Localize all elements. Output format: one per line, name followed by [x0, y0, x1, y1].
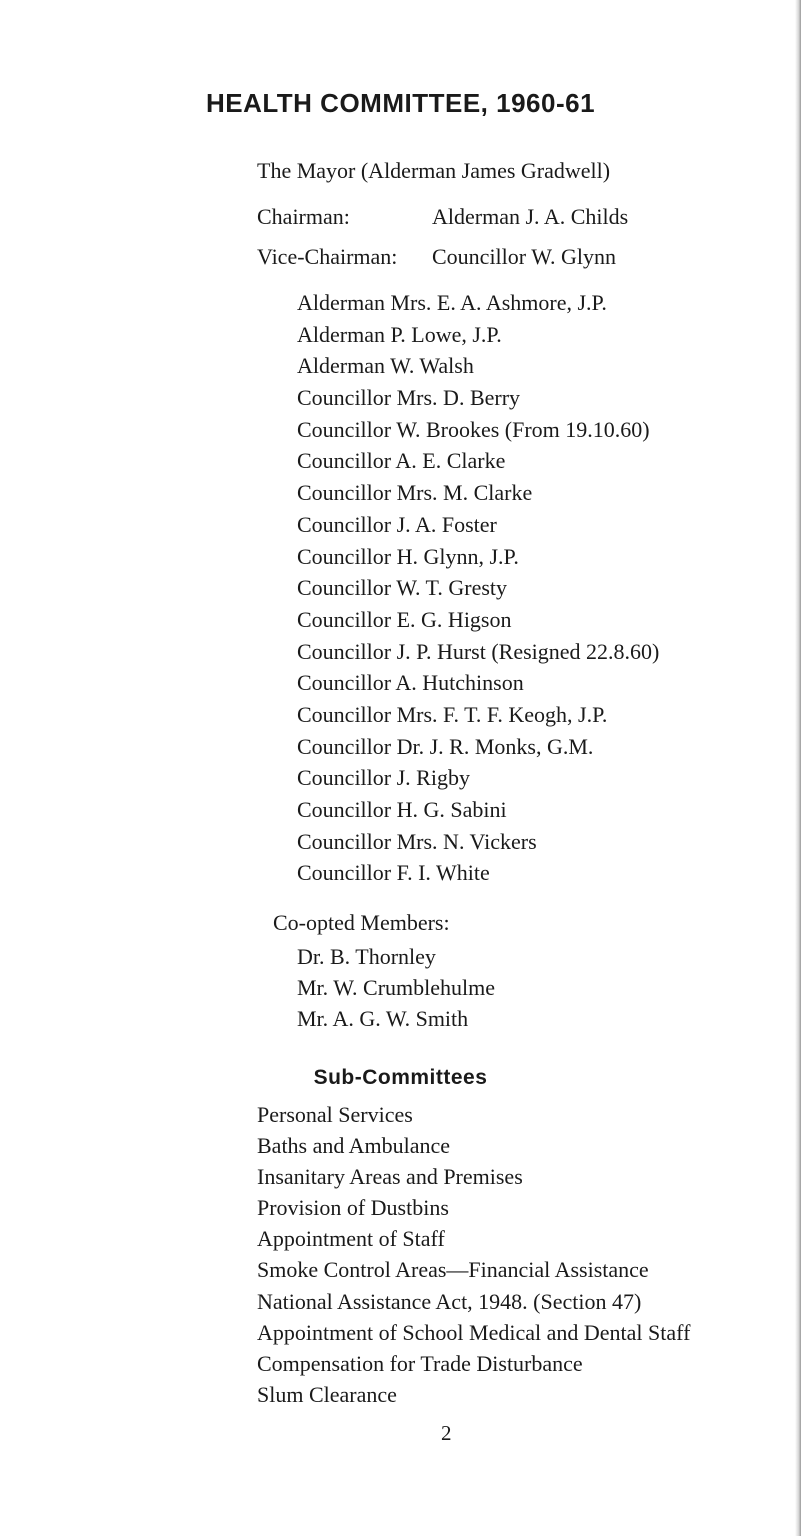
list-item: Compensation for Trade Disturbance: [257, 1350, 583, 1376]
list-item: Dr. B. Thornley: [297, 944, 436, 969]
list-item: Councillor Dr. J. R. Monks, G.M.: [297, 733, 594, 759]
list-item: Slum Clearance: [257, 1381, 397, 1407]
list-item: Alderman P. Lowe, J.P.: [297, 321, 502, 347]
list-item: Mr. W. Crumblehulme: [297, 975, 495, 1000]
list-item: Councillor A. Hutchinson: [297, 670, 524, 696]
list-item: Appointment of School Medical and Dental Staff: [257, 1319, 691, 1345]
list-item: Councillor F. I. White: [297, 860, 490, 886]
members-list: [297, 287, 659, 889]
page-edge-shadow: [795, 0, 801, 1536]
list-item: Councillor Mrs. N. Vickers: [297, 828, 537, 854]
page-number: 2: [441, 1421, 452, 1445]
list-item: Councillor J. P. Hurst (Resigned 22.8.60): [297, 638, 660, 664]
list-item: Councillor H. G. Sabini: [297, 797, 507, 822]
page-title: HEALTH COMMITTEE, 1960-61: [205, 88, 596, 118]
vice-chairman-label: Vice-Chairman:: [257, 244, 398, 269]
list-item: Councillor W. T. Gresty: [297, 575, 508, 601]
list-item: Insanitary Areas and Premises: [257, 1164, 523, 1190]
list-item: Councillor J. A. Foster: [297, 511, 497, 537]
list-item: Councillor E. G. Higson: [297, 606, 512, 632]
chairman-label: Chairman:: [257, 204, 350, 229]
coopted-list: [297, 941, 495, 1034]
subcommittees-list: [257, 1099, 690, 1410]
list-item: Alderman W. Walsh: [297, 353, 474, 379]
coopted-label: Co-opted Members:: [273, 910, 450, 935]
list-item: Councillor J. Rigby: [297, 765, 470, 791]
list-item: Alderman Mrs. E. A. Ashmore, J.P.: [297, 290, 607, 315]
list-item: Appointment of Staff: [257, 1226, 445, 1252]
chairman-name: Alderman J. A. Childs: [432, 204, 629, 229]
mayor-line: The Mayor (Alderman James Gradwell): [257, 158, 611, 183]
subcommittees-heading: Sub-Committees: [313, 1066, 488, 1089]
list-item: Smoke Control Areas—Financial Assistance: [257, 1257, 649, 1283]
chairman-line: [257, 204, 628, 230]
list-item: Provision of Dustbins: [257, 1195, 449, 1221]
list-item: Personal Services: [257, 1102, 413, 1127]
list-item: Baths and Ambulance: [257, 1133, 451, 1159]
list-item: Councillor Mrs. D. Berry: [297, 385, 521, 411]
vice-chairman-line: [257, 244, 616, 270]
list-item: Councillor H. Glynn, J.P.: [297, 543, 519, 569]
vice-chairman-name: Councillor W. Glynn: [432, 244, 616, 269]
list-item: Mr. A. G. W. Smith: [297, 1006, 469, 1031]
list-item: Councillor W. Brookes (From 19.10.60): [297, 416, 650, 442]
list-item: Councillor A. E. Clarke: [297, 448, 506, 474]
list-item: Councillor Mrs. F. T. F. Keogh, J.P.: [297, 701, 608, 727]
list-item: National Assistance Act, 1948. (Section 47): [257, 1288, 642, 1314]
list-item: Councillor Mrs. M. Clarke: [297, 480, 533, 506]
